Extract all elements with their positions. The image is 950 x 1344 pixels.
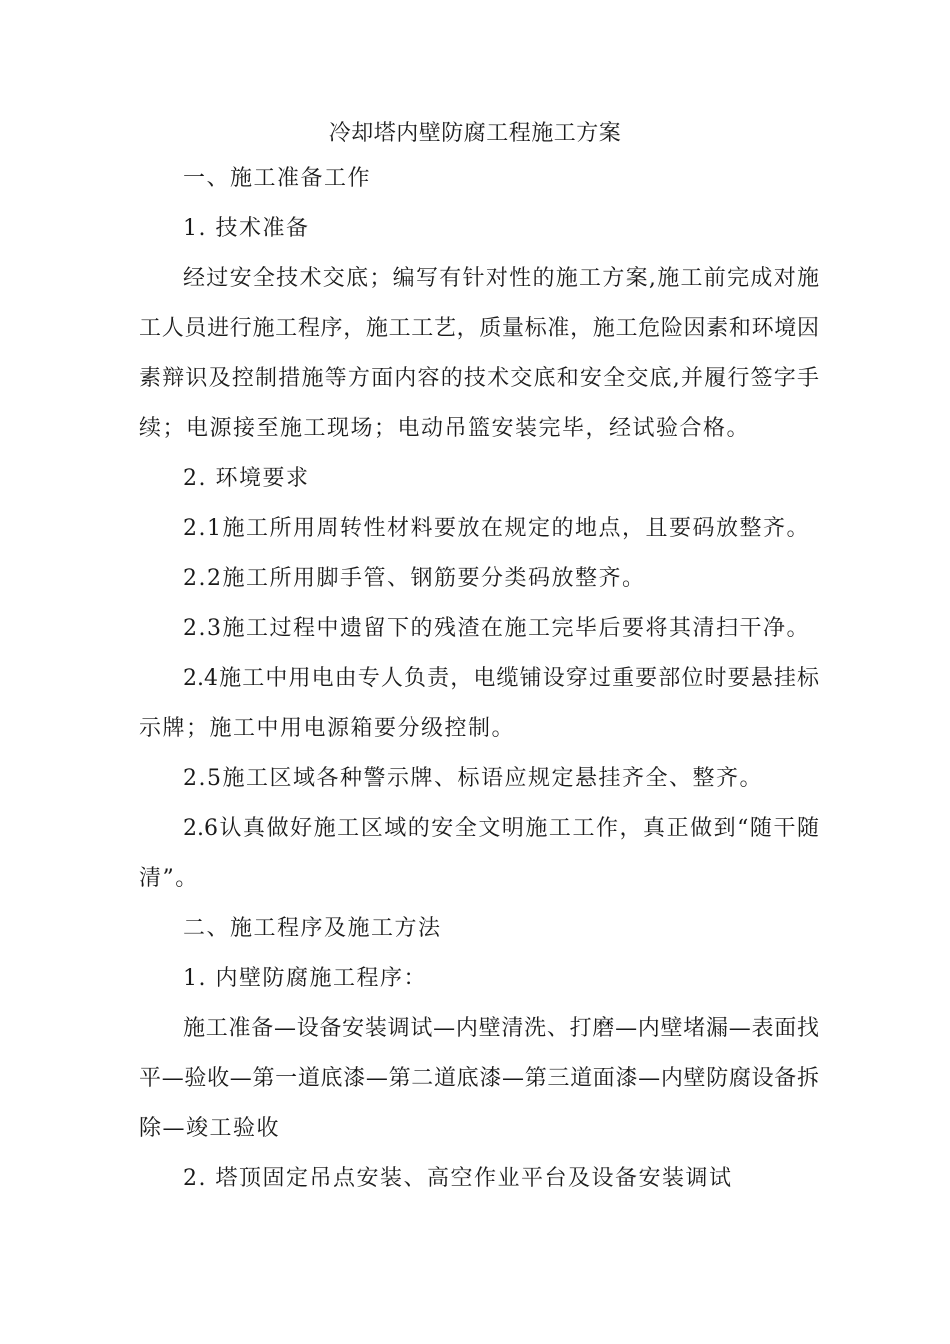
- section-heading-1: 一、施工准备工作: [183, 166, 372, 191]
- paragraph-line: 素辩识及控制措施等方面内容的技术交底和安全交底,并履行签字手: [139, 366, 819, 391]
- subsection-heading-1-1: 1. 技术准备: [183, 216, 310, 241]
- paragraph-line: 除—竣工验收: [139, 1116, 281, 1141]
- paragraph-line: 工人员进行施工程序，施工工艺，质量标准，施工危险因素和环境因: [139, 316, 819, 341]
- paragraph-line: 2.3施工过程中遗留下的残渣在施工完毕后要将其清扫干净。: [183, 616, 810, 641]
- paragraph-line: 2.4施工中用电由专人负责，电缆铺设穿过重要部位时要悬挂标: [183, 666, 819, 691]
- section-heading-2: 二、施工程序及施工方法: [183, 916, 442, 941]
- paragraph-line: 2.6认真做好施工区域的安全文明施工工作，真正做到“随干随: [183, 816, 819, 841]
- paragraph-line: 2.5施工区域各种警示牌、标语应规定悬挂齐全、整齐。: [183, 766, 763, 791]
- subsection-heading-2-2: 2. 塔顶固定吊点安装、高空作业平台及设备安装调试: [183, 1166, 733, 1191]
- document-title: 冷却塔内壁防腐工程施工方案: [328, 121, 622, 146]
- subsection-heading-2-1: 1. 内壁防腐施工程序：: [183, 966, 427, 991]
- paragraph-line: 施工准备—设备安装调试—内壁清洗、打磨—内壁堵漏—表面找: [183, 1016, 819, 1041]
- paragraph-line: 示牌；施工中用电源箱要分级控制。: [139, 716, 516, 741]
- paragraph-line: 2.2施工所用脚手管、钢筋要分类码放整齐。: [183, 566, 646, 591]
- paragraph-line: 清”。: [139, 866, 199, 891]
- paragraph-line: 续；电源接至施工现场；电动吊篮安装完毕，经试验合格。: [139, 416, 751, 441]
- paragraph-line: 平—验收—第一道底漆—第二道底漆—第三道面漆—内壁防腐设备拆: [139, 1066, 819, 1091]
- paragraph-line: 2.1施工所用周转性材料要放在规定的地点，且要码放整齐。: [183, 516, 810, 541]
- subsection-heading-1-2: 2. 环境要求: [183, 466, 310, 491]
- paragraph-line: 经过安全技术交底；编写有针对性的施工方案,施工前完成对施: [183, 266, 819, 291]
